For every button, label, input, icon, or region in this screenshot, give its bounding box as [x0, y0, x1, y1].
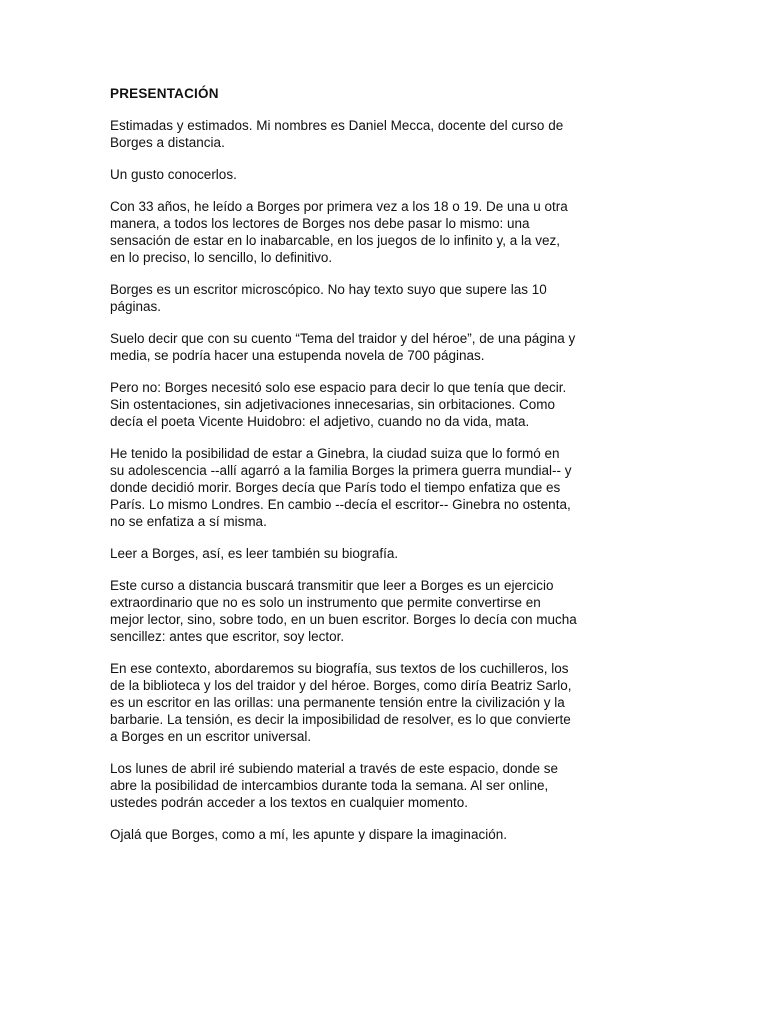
paragraph-line: no se enfatiza a sí misma.: [110, 514, 267, 529]
paragraph-line: abre la posibilidad de intercambios durante toda la semana. Al ser online,: [110, 778, 549, 793]
paragraph-line: ustedes podrán acceder a los textos en cualquier momento.: [110, 795, 468, 810]
paragraph: [110, 330, 670, 364]
paragraph-line: en lo preciso, lo sencillo, lo definitivo.: [110, 250, 333, 265]
paragraph-line: Estimadas y estimados. Mi nombres es Daniel Mecca, docente del curso de: [110, 118, 564, 133]
paragraph-line: Este curso a distancia buscará transmitir que leer a Borges es un ejercicio: [110, 578, 554, 593]
paragraph-line: a Borges en un escritor universal.: [110, 729, 312, 744]
paragraph-line: Borges es un escritor microscópico. No hay texto suyo que supere las 10: [110, 282, 547, 297]
document-title: PRESENTACIÓN: [110, 86, 219, 101]
paragraph: [110, 198, 670, 266]
paragraph-line: He tenido la posibilidad de estar a Ginebra, la ciudad suiza que lo formó en: [110, 446, 560, 461]
paragraph-line: sencillez: antes que escritor, soy lector.: [110, 629, 345, 644]
paragraph-line: de la biblioteca y los del traidor y del héroe. Borges, como diría Beatriz Sarlo,: [110, 678, 572, 693]
paragraph: [110, 117, 670, 151]
document-body: [110, 117, 670, 843]
paragraph-line: sensación de estar en lo inabarcable, en los juegos de lo infinito y, a la vez,: [110, 233, 561, 248]
paragraph-line: Borges a distancia.: [110, 135, 225, 150]
paragraph-line: Ojalá que Borges, como a mí, les apunte y dispare la imaginación.: [110, 827, 507, 842]
paragraph-line: donde decidió morir. Borges decía que París todo el tiempo enfatiza que es: [110, 480, 561, 495]
paragraph-line: es un escritor en las orillas: una permanente tensión entre la civilización y la: [110, 695, 565, 710]
paragraph: [110, 281, 670, 315]
paragraph-line: manera, a todos los lectores de Borges nos debe pasar lo mismo: una: [110, 216, 530, 231]
paragraph: [110, 445, 670, 530]
paragraph-line: Leer a Borges, así, es leer también su biografía.: [110, 546, 399, 561]
paragraph: [110, 760, 670, 811]
paragraph: [110, 826, 670, 843]
paragraph-line: Los lunes de abril iré subiendo material a través de este espacio, donde se: [110, 761, 559, 776]
paragraph: [110, 379, 670, 430]
paragraph-line: Pero no: Borges necesitó solo ese espacio para decir lo que tenía que decir.: [110, 380, 567, 395]
paragraph-line: mejor lector, sino, sobre todo, en un buen escritor. Borges lo decía con mucha: [110, 612, 577, 627]
paragraph-line: barbarie. La tensión, es decir la imposibilidad de resolver, es lo que convierte: [110, 712, 571, 727]
paragraph: [110, 166, 670, 183]
paragraph-line: media, se podría hacer una estupenda novela de 700 páginas.: [110, 348, 485, 363]
paragraph-line: Sin ostentaciones, sin adjetivaciones innecesarias, sin orbitaciones. Como: [110, 397, 555, 412]
paragraph-line: decía el poeta Vicente Huidobro: el adjetivo, cuando no da vida, mata.: [110, 414, 530, 429]
paragraph: [110, 545, 670, 562]
paragraph-line: Con 33 años, he leído a Borges por primera vez a los 18 o 19. De una u otra: [110, 199, 568, 214]
paragraph-line: extraordinario que no es solo un instrumento que permite convertirse en: [110, 595, 541, 610]
document-page: [110, 85, 670, 858]
paragraph-line: París. Lo mismo Londres. En cambio --decía el escritor-- Ginebra no ostenta,: [110, 497, 571, 512]
paragraph-line: Suelo decir que con su cuento “Tema del traidor y del héroe”, de una página y: [110, 331, 576, 346]
paragraph: [110, 660, 670, 745]
paragraph-line: Un gusto conocerlos.: [110, 167, 237, 182]
paragraph: [110, 577, 670, 645]
paragraph-line: En ese contexto, abordaremos su biografía, sus textos de los cuchilleros, los: [110, 661, 569, 676]
paragraph-line: su adolescencia --allí agarró a la familia Borges la primera guerra mundial-- y: [110, 463, 572, 478]
paragraph-line: páginas.: [110, 299, 162, 314]
